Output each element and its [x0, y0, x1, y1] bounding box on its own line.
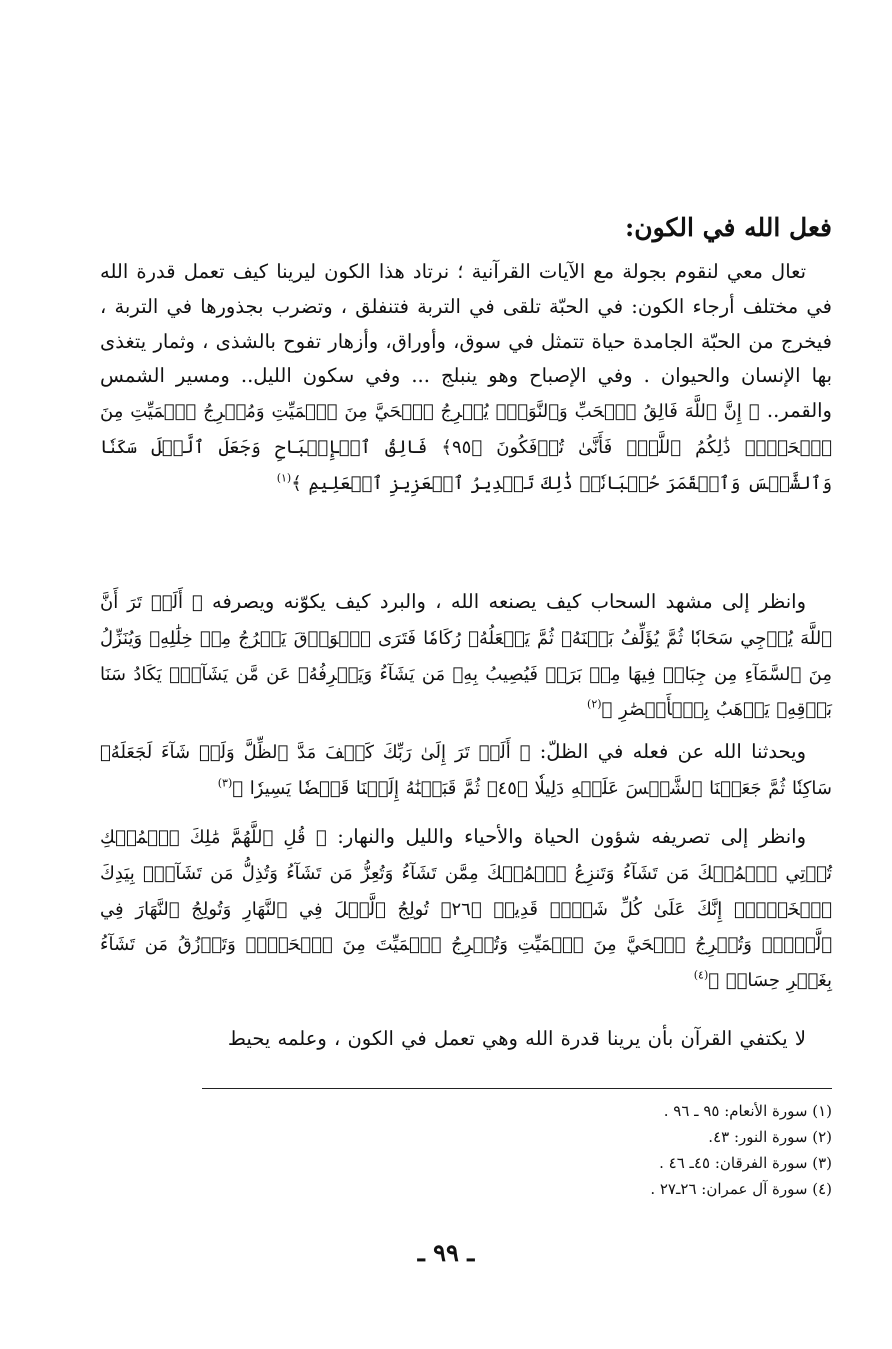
- paragraph-2: [100, 585, 832, 728]
- quran-verse: ﴿ قُلِ ٱللَّهُمَّ مَٰلِكَ ٱلۡمُلۡكِ تُؤۡتِي ٱلۡمُلۡكَ مَن تَشَآءُ وَتَنزِعُ ٱلۡمُلۡكَ مِمَّن تَشَآءُ وَتُعِزُّ مَن تَشَآءُ وَتُذِلُّ مَن تَشَآءُۖ بِيَدِكَ ٱلۡخَيۡرُۖ إِنَّكَ عَلَىٰ كُلِّ شَيۡءٖ قَدِيرٞ ﴿٢٦﴾ تُولِجُ ٱلَّيۡلَ فِي ٱلنَّهَارِ وَتُولِجُ ٱلنَّهَارَ فِي ٱلَّيۡلِۖ وَتُخۡرِجُ ٱلۡحَيَّ مِنَ ٱلۡمَيِّتِ وَتُخۡرِجُ ٱلۡمَيِّتَ مِنَ ٱلۡحَيِّۖ وَتَرۡزُقُ مَن تَشَآءُ بِغَيۡرِ حِسَابٖ ﴾: [100, 827, 832, 992]
- quran-verse: ﴿ إِنَّ ٱللَّهَ فَالِقُ ٱلۡحَبِّ وَٱلنَّوَىٰۖ يُخۡرِجُ ٱلۡحَيَّ مِنَ ٱلۡمَيِّتِ وَمُخۡرِجُ ٱلۡمَيِّتِ مِنَ ٱلۡحَيِّۚ ذَٰلِكُمُ ٱللَّهُۖ فَأَنَّىٰ تُؤۡفَكُونَ ﴿٩٥﴾ فَالِقُ ٱلۡإِصۡبَاحِ وَجَعَلَ ٱلَّيۡلَ سَكَنٗا وَٱلشَّمۡسَ وَٱلۡقَمَرَ حُسۡبَانٗاۚ ذَٰلِكَ تَقۡدِيرُ ٱلۡعَزِيزِ ٱلۡعَلِيمِ ﴾: [100, 401, 832, 494]
- paragraph-5: [100, 1022, 832, 1057]
- footnote-ref: (٣): [217, 776, 233, 790]
- paragraph-text: لا يكتفي القرآن بأن يرينا قدرة الله وهي تعمل في الكون ، وعلمه يحيط: [227, 1027, 806, 1050]
- footnote-4: (٤) سورة آل عمران: ٢٦ـ٢٧ .: [650, 1180, 832, 1198]
- paragraph-text: وانظر إلى مشهد السحاب كيف يصنعه الله ، والبرد كيف يكوّنه ويصرفه: [202, 590, 806, 613]
- paragraph-1: [100, 255, 832, 502]
- paragraph-text: وانظر إلى تصريفه شؤون الحياة والأحياء والليل والنهار:: [326, 825, 806, 848]
- paragraph-4: [100, 820, 832, 999]
- section-heading: فعل الله في الكون:: [625, 213, 832, 242]
- paragraph-text: تعال معي لنقوم بجولة مع الآيات القرآنية ؛ نرتاد هذا الكون ليرينا كيف تعمل قدرة الله في مختلف أرجاء الكون: في الحبّة تلقى في التربة فتنفلق ، وتضرب بجذورها في التربة ، فيخرج من الحبّة الجامدة حياة تتمثل في سوق، وأوراق، وأزهار تفوح بالشذى ، وثمار يتغذى بها الإنسان والحيوان . وفي الإصباح وهو ينبلج ... وفي سكون الليل.. ومسير الشمس والقمر..: [100, 260, 832, 423]
- quran-verse: ﴿ أَلَمۡ تَرَ إِلَىٰ رَبِّكَ كَيۡفَ مَدَّ ٱلظِّلَّ وَلَوۡ شَآءَ لَجَعَلَهُۥ سَاكِنٗا ثُمَّ جَعَلۡنَا ٱلشَّمۡسَ عَلَيۡهِ دَلِيلٗا ﴿٤٥﴾ ثُمَّ قَبَضۡنَٰهُ إِلَيۡنَا قَبۡضٗا يَسِيرٗا ﴾: [100, 742, 832, 799]
- footnote-ref: (٤): [693, 968, 709, 982]
- footnote-2: (٢) سورة النور: ٤٣.: [708, 1128, 832, 1146]
- footnote-ref: (١): [276, 471, 292, 485]
- footnote-ref: (٢): [587, 697, 602, 711]
- paragraph-text: ويحدثنا الله عن فعله في الظلّ:: [530, 740, 806, 763]
- footnote-3: (٣) سورة الفرقان: ٤٥ـ ٤٦ .: [659, 1154, 832, 1172]
- footnote-1: (١) سورة الأنعام: ٩٥ ـ ٩٦ .: [663, 1102, 832, 1120]
- footnotes: [132, 1098, 832, 1202]
- paragraph-3: [100, 735, 832, 807]
- page-number: ـ ٩٩ ـ: [417, 1238, 475, 1267]
- footnote-divider: [202, 1088, 832, 1089]
- quran-verse: ﴿ أَلَمۡ تَرَ أَنَّ ٱللَّهَ يُزۡجِي سَحَابٗا ثُمَّ يُؤَلِّفُ بَيۡنَهُۥ ثُمَّ يَجۡعَلُهُۥ رُكَامٗا فَتَرَى ٱلۡوَدۡقَ يَخۡرُجُ مِنۡ خِلَٰلِهِۦ وَيُنَزِّلُ مِنَ ٱلسَّمَآءِ مِن جِبَالٖ فِيهَا مِنۢ بَرَدٖ فَيُصِيبُ بِهِۦ مَن يَشَآءُ وَيَصۡرِفُهُۥ عَن مَّن يَشَآءُۖ يَكَادُ سَنَا بَرۡقِهِۦ يَذۡهَبُ بِٱلۡأَبۡصَٰرِ ﴾: [100, 592, 832, 721]
